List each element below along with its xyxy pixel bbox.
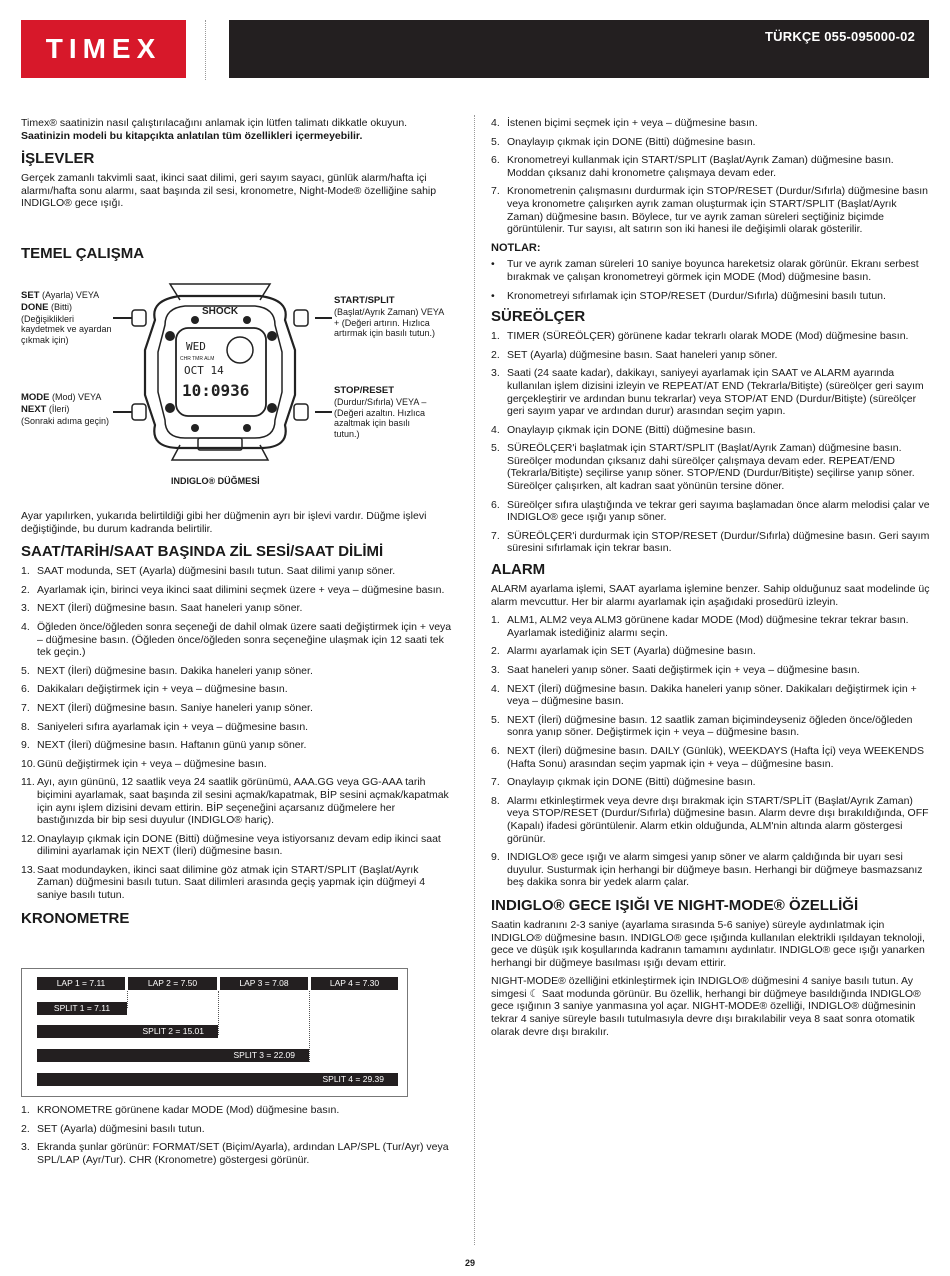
- step-text: Saati (24 saate kadar), dakikayı, saniyeyi ayarlamak için SAAT ve ALARM ayarında kullanılan işlem dizisini izleyin ve REPEAT/AT END (Tekrarla/Bitişte) (süreölçer geri sayım gerçekleştirir ve ardından bunu tekrarlar) veya STOP/AT END (Durdur/Bitişte) (süreölçer geri sayım yapar ve ardından durur) arasından seçim yapın.: [507, 367, 924, 418]
- step-text: Kronometreyi kullanmak için START/SPLIT (Başlat/Ayrık Zaman) düğmesine basın. Moddan çıksanız dahi kronometre çalışmaya devam eder.: [507, 154, 894, 179]
- step-number: 3.: [21, 602, 30, 615]
- step-text: ALM1, ALM2 veya ALM3 görünene kadar MODE (Mod) düğmesine tekrar tekrar basın. Ayarlamak istediğiniz alarmı seçin.: [507, 614, 909, 639]
- watch-brand: SHOCK: [201, 306, 239, 317]
- step-number: 7.: [21, 701, 30, 714]
- step-number: 1.: [21, 1104, 30, 1116]
- stud-7: [191, 424, 199, 432]
- step-text: NEXT (İleri) düğmesine basın. 12 saatlik zaman biçimindeyseniz öğleden önce/öğleden sonra yanıp söner. Değiştirmek için + veya – düğmesine basın.: [507, 713, 913, 739]
- saat-steps: [21, 565, 455, 901]
- krono-step: [21, 1104, 455, 1117]
- split-1-bar: SPLIT 1 = 7.11: [37, 1002, 127, 1015]
- step-number: 4.: [491, 117, 500, 129]
- bullet-icon: •: [491, 289, 495, 302]
- label-stop-reset: STOP/RESET (Durdur/Sıfırla) VEYA – (Değeri azaltın. Hızlıca azaltmak için basılı tutun.): [334, 385, 427, 440]
- subdial: [227, 337, 253, 363]
- step-number: 2.: [491, 645, 500, 658]
- step-number: 7.: [491, 185, 500, 198]
- step-number: 6.: [21, 683, 30, 696]
- lcd-date: OCT 14: [184, 364, 224, 377]
- label-mode-next: MODE (Mod) VEYA NEXT (İleri) (Sonraki adıma geçin): [21, 392, 110, 426]
- step-number: 3.: [21, 1141, 30, 1154]
- lap-2-bar: LAP 2 = 7.50: [128, 977, 217, 990]
- left-column-top: [21, 117, 455, 216]
- notes-list: [491, 258, 930, 302]
- step-number: 6.: [491, 154, 500, 167]
- step-text: Öğleden önce/öğleden sonra seçeneği de dahil olmak üzere saati değiştirmek için + veya – düğmesine basın. (Öğleden önce/öğleden sonra seçeneğine ulaşmak için 12 saati tek tek geçin.): [37, 620, 452, 659]
- start-button: [294, 310, 308, 326]
- label-start-split: START/SPLIT (Başlat/Ayrık Zaman) VEYA + (Değeri artırın. Hızlıca artırmak için basılı tutun.): [334, 295, 444, 339]
- alarm-step: [491, 851, 930, 889]
- step-text: Günü değiştirmek için + veya – düğmesine basın.: [37, 757, 267, 770]
- stud-2: [165, 403, 175, 413]
- label-indiglo-button: INDIGLO® DÜĞMESİ: [171, 476, 260, 486]
- lap-4-bar: LAP 4 = 7.30: [311, 977, 398, 990]
- step-text: SAAT modunda, SET (Ayarla) düğmesini basılı tutun. Saat dilimi yanıp söner.: [37, 565, 396, 578]
- set-button: [132, 310, 146, 326]
- note-text: Tur ve ayrık zaman süreleri 10 saniye boyunca hareketsiz olarak görünür. Ekranı serbest bırakmak ve çalışan kronometreyi görmek için MODE (Mod) düğmesine basın.: [507, 258, 919, 283]
- saat-step: [21, 584, 455, 597]
- lap-3-marker: [309, 991, 310, 1062]
- alarm-step: [491, 614, 930, 639]
- sureolcer-step: [491, 349, 930, 362]
- alarm-step: [491, 664, 930, 677]
- step-number: 3.: [491, 664, 500, 676]
- timex-logo: [21, 20, 186, 78]
- step-number: 1.: [21, 565, 30, 578]
- alarm-step: [491, 745, 930, 770]
- stud-4: [267, 403, 277, 413]
- step-text: İstenen biçimi seçmek için + veya – düğmesine basın.: [507, 117, 758, 129]
- step-number: 5.: [21, 664, 30, 677]
- krono-step: [491, 117, 930, 130]
- sureolcer-step: [491, 499, 930, 524]
- saat-step: [21, 683, 455, 696]
- ayar-note: Ayar yapılırken, yukarıda belirtildiği gibi her düğmenin ayrı bir işlevi vardır. Düğme işlevi değiştiğinde, bu durum kadranda belirtilir.: [21, 510, 427, 535]
- step-text: Ayı, ayın gününü, 12 saatlik veya 24 saatlik görünümü, AAA.GG veya GG-AAA tarih biçimini ayarlamak, saat başında zil sesini açmak/kapatmak, BİP sesini açmak/kapatmak için aynı işlem dizisini devam ettirin. BİP seçeneğini açarsanız düğmelere her bastığınızda bir bip sesi duyulur (INDIGLO® hariç).: [37, 776, 449, 827]
- stud-8: [243, 424, 251, 432]
- alarm-title: ALARM: [491, 561, 546, 579]
- krono-steps-continued: [491, 117, 930, 236]
- saat-step: [21, 864, 455, 902]
- sureolcer-steps: [491, 330, 930, 555]
- sureolcer-step: [491, 367, 930, 417]
- step-text: NEXT (İleri) düğmesine basın. Dakika haneleri yanıp söner. Dakikaları değiştirmek için + veya – düğmesine basın.: [507, 682, 917, 708]
- step-text: Onaylayıp çıkmak için DONE (Bitti) düğmesine basın.: [507, 423, 756, 436]
- krono-step: [21, 1123, 455, 1136]
- stud-6: [243, 316, 251, 324]
- step-number: 4.: [491, 423, 500, 436]
- sureolcer-step: [491, 330, 930, 343]
- temel-section: [21, 245, 455, 267]
- lap-1-bar: LAP 1 = 7.11: [37, 977, 125, 990]
- lap-1-marker: [127, 991, 128, 1008]
- alarm-step: [491, 683, 930, 708]
- saat-step: [21, 721, 455, 734]
- islevler-text: Gerçek zamanlı takvimli saat, ikinci saat dilimi, geri sayım sayacı, günlük alarm/hafta içi alarmı/hafta sonu alarmı, saat başında zil sesi, kronometre, Night-Mode® özelliğine sahip INDIGLO® gece ışığı.: [21, 172, 437, 210]
- step-text: Ayarlamak için, birinci veya ikinci saat dilimini seçmek üzere + veya – düğmesine basın.: [37, 583, 445, 596]
- lap-split-diagram: [21, 968, 408, 1097]
- indiglo-p2: NIGHT-MODE® özelliğini etkinleştirmek için INDIGLO® düğmesini 4 saniye basılı tutun. Ay simgesi ☾ Saat modunda görünür. Bu özellik, herhangi bir düğmeye basıldığında INDIGLO® gece ışığının 3 saniye yanmasına yol açar. NIGHT-MODE® özelliği, INDIGLO® düğmesinin tekrar 4 saniye süreyle basılı tutulmasıyla devre dışı bırakılabilir veya 8 saat sonra otomatik olarak devre dışı bırakılır.: [491, 975, 921, 1038]
- step-text: INDIGLO® gece ışığı ve alarm simgesi yanıp söner ve alarm çaldığında bir uyarı sesi duyulur. Susturmak için herhangi bir düğmeye basın. Herhangi bir düğmeye basmazsanız beş dakika sonra bir yedek alarm çalar.: [507, 851, 923, 889]
- sureolcer-step: [491, 442, 930, 492]
- step-text: NEXT (İleri) düğmesine basın. Dakika haneleri yanıp söner.: [37, 664, 313, 677]
- lap-3-bar: LAP 3 = 7.08: [220, 977, 308, 990]
- alarm-steps: [491, 614, 930, 889]
- note-item: [491, 290, 930, 303]
- saat-step: [21, 833, 455, 858]
- alarm-step: [491, 795, 930, 845]
- saat-step: [21, 758, 455, 771]
- stud-3: [267, 331, 277, 341]
- label-set-done: SET (Ayarla) VEYA DONE (Bitti) (Değişiklikleri kaydetmek ve ayardan çıkmak için): [21, 290, 112, 346]
- islevler-title: İŞLEVLER: [21, 150, 95, 168]
- sureolcer-step: [491, 424, 930, 437]
- stud-1: [165, 331, 175, 341]
- bullet-icon: •: [491, 258, 495, 271]
- page-number: 29: [465, 1258, 476, 1268]
- indiglo-title: INDIGLO® GECE IŞIĞI VE NIGHT-MODE® ÖZELLİĞİ: [491, 896, 859, 914]
- step-number: 2.: [21, 583, 30, 596]
- lcd-mode-labels: CHR TMR ALM: [180, 356, 215, 362]
- step-text: NEXT (İleri) düğmesine basın. Haftanın günü yanıp söner.: [37, 739, 307, 752]
- right-column: [491, 117, 930, 1044]
- krono-title: KRONOMETRE: [21, 909, 130, 927]
- left-column-main: [21, 510, 455, 932]
- step-number: 7.: [491, 529, 500, 542]
- step-number: 2.: [21, 1122, 30, 1135]
- step-text: Saat modundayken, ikinci saat dilimine göz atmak için START/SPLIT (Başlat/Ayrık Zaman) düğmesini basılı tutun. Saat dilimleri arasında geçiş yapmak için düğmeyi 4 saniye basılı tutun.: [37, 863, 426, 902]
- step-text: Onaylayıp çıkmak için DONE (Bitti) düğmesine basın.: [507, 135, 756, 148]
- step-text: Saat haneleri yanıp söner. Saati değiştirmek için + veya – düğmesine basın.: [507, 664, 860, 676]
- step-text: NEXT (İleri) düğmesine basın. Saat haneleri yanıp söner.: [37, 602, 303, 615]
- step-number: 9.: [21, 739, 30, 752]
- saat-step: [21, 702, 455, 715]
- alarm-intro: ALARM ayarlama işlemi, SAAT ayarlama işlemine benzer. Sahip olduğunuz saat modelinde üç alarm mevcuttur. Her bir alarmı ayarlamak için aşağıdaki prosedürü izleyin.: [491, 583, 930, 608]
- temel-title: TEMEL ÇALIŞMA: [21, 245, 145, 262]
- step-number: 8.: [491, 794, 500, 807]
- step-text: SET (Ayarla) düğmesine basın. Saat haneleri yanıp söner.: [507, 348, 778, 361]
- step-text: Onaylayıp çıkmak için DONE (Bitti) düğmesine veya istiyorsanız devam edip ikinci saat dilimini ayarlamak için NEXT (İleri) düğmesine basın.: [37, 832, 441, 858]
- step-text: Alarmı etkinleştirmek veya devre dışı bırakmak için START/SPLİT (Başlat/Ayrık Zaman) veya STOP/RESET (Durdur/Sıfırla) düğmesine basın. Alarm devre dışı bırakıldığında, OFF (Kapalı) ifadesi görüntülenir. Alarm etkin olduğunda, ALM'nin altında alarm göstergesi görünür.: [507, 794, 929, 845]
- logo-text: TIMEX: [45, 33, 162, 64]
- step-text: Süreölçer sıfıra ulaştığında ve tekrar geri sayıma başlamadan önce alarm melodisi çalar ve INDIGLO® gece ışığı yanıp söner.: [507, 498, 930, 524]
- step-text: Alarmı ayarlamak için SET (Ayarla) düğmesine basın.: [507, 645, 756, 658]
- stop-button: [294, 404, 308, 420]
- note-item: [491, 258, 930, 283]
- header-divider: [205, 20, 206, 80]
- step-text: NEXT (İleri) düğmesine basın. Saniye haneleri yanıp söner.: [37, 701, 313, 714]
- saat-step: [21, 565, 455, 578]
- mode-button: [132, 404, 146, 420]
- intro-line: Timex® saatinizin nasıl çalıştırılacağını anlamak için lütfen talimatı dikkatle okuyun.: [21, 117, 408, 129]
- step-text: NEXT (İleri) düğmesine basın. DAILY (Günlük), WEEKDAYS (Hafta İçi) veya WEEKENDS (Hafta Sonu) arasından seçim yapmak için + veya – düğmesine basın.: [507, 744, 925, 770]
- step-number: 4.: [491, 682, 500, 695]
- saat-step: [21, 739, 455, 752]
- step-number: 5.: [491, 713, 500, 726]
- krono-step: [21, 1141, 455, 1166]
- krono-steps: [21, 1104, 455, 1166]
- column-divider: [474, 115, 475, 1245]
- step-number: 3.: [491, 367, 500, 380]
- saat-step: [21, 602, 455, 615]
- watch-lug-top: [170, 284, 270, 300]
- step-number: 7.: [491, 776, 500, 789]
- step-text: Saniyeleri sıfıra ayarlamak için + veya – düğmesine basın.: [37, 720, 309, 733]
- step-number: 5.: [491, 135, 500, 148]
- step-text: SÜREÖLÇER'i durdurmak için STOP/RESET (Durdur/Sıfırla) düğmesine basın. Geri sayım süresini sıfırlamak için tekrar basın.: [507, 529, 930, 555]
- step-number: 1.: [491, 330, 500, 343]
- step-text: TIMER (SÜREÖLÇER) görünene kadar tekrarlı olarak MODE (Mod) düğmesine basın.: [507, 330, 909, 343]
- split-3-bar: SPLIT 3 = 22.09: [37, 1049, 309, 1062]
- step-text: Ekranda şunlar görünür: FORMAT/SET (Biçim/Ayarla), ardından LAP/SPL (Tur/Ayr) veya SPL/LAP (Ayr/Tur). CHR (Kronometre) göstergesi görünür.: [37, 1141, 449, 1166]
- step-text: Dakikaları değiştirmek için + veya – düğmesine basın.: [37, 683, 288, 696]
- alarm-step: [491, 645, 930, 658]
- stud-5: [191, 316, 199, 324]
- lap-2-marker: [218, 991, 219, 1035]
- step-text: KRONOMETRE görünene kadar MODE (Mod) düğmesine basın.: [37, 1104, 340, 1116]
- krono-step: [491, 154, 930, 179]
- alarm-step: [491, 714, 930, 739]
- sureolcer-title: SÜREÖLÇER: [491, 308, 586, 326]
- document-code: TÜRKÇE 055-095000-02: [765, 29, 915, 44]
- krono-step: [491, 185, 930, 235]
- step-number: 11.: [21, 776, 35, 789]
- intro-note: Saatinizin modeli bu kitapçıkta anlatılan tüm özellikleri içermeyebilir.: [21, 129, 363, 142]
- indiglo-p1: Saatin kadranını 2-3 saniye (ayarlama sırasında 5-6 saniye) süreyle aydınlatmak için INDIGLO® düğmesine basın. INDIGLO® gece ışığında kullanılan elektrikli ışıldayan teknoloji, gece ve düşük ışık koşullarında kadranın tamamını aydınlatır. INDIGLO® gece ışığı yanarken herhangi bir düğmeye basılması ışığı devam ettirir.: [491, 918, 925, 969]
- saat-step: [21, 665, 455, 678]
- header-bar: [229, 20, 929, 78]
- krono-step: [491, 136, 930, 149]
- step-number: 9.: [491, 851, 500, 864]
- step-text: Onaylayıp çıkmak için DONE (Bitti) düğmesine basın.: [507, 776, 756, 789]
- step-text: SÜREÖLÇER'i başlatmak için START/SPLIT (Başlat/Ayrık Zaman) düğmesine basın. Süreölçer modundan çıksanız dahi süreölçer çalışmaya devam eder. REPEAT/END (Tekrarla/Bitişte) seçilirse yanıp söner. STOP/END (Durdur/Bitişte) seçilirse yanıp söner. Süreölçer çalışırken, alt kadran saat yönünün tersine döner.: [507, 442, 915, 493]
- step-number: 6.: [491, 744, 500, 757]
- step-number: 1.: [491, 614, 500, 627]
- step-number: 6.: [491, 498, 500, 511]
- saat-title: SAAT/TARİH/SAAT BAŞINDA ZİL SESİ/SAAT DİLİMİ: [21, 543, 384, 561]
- watch-illustration: [110, 280, 340, 470]
- step-text: SET (Ayarla) düğmesini basılı tutun.: [37, 1122, 205, 1135]
- lcd-day: WED: [186, 340, 206, 353]
- note-text: Kronometreyi sıfırlamak için STOP/RESET (Durdur/Sıfırla) düğmesini basılı tutun.: [507, 289, 886, 302]
- saat-step: [21, 776, 455, 826]
- step-number: 5.: [491, 442, 500, 455]
- lcd-time: 10:0936: [182, 381, 250, 400]
- step-text: Kronometrenin çalışmasını durdurmak için STOP/RESET (Durdur/Sıfırla) düğmesine basın veya kronometre çalışırken ayrık zaman oluşturmak için START/SPLIT (Başlat/Ayrık Zaman) düğmesine basın. Böylece, tur ve ayrık zaman süreleri seçtiğiniz biçimde görüntülenir. Tur sayısı, alt satırın son iki hanesi ile değişimli olarak gösterilir.: [507, 185, 928, 236]
- step-number: 4.: [21, 620, 30, 633]
- sureolcer-step: [491, 530, 930, 555]
- split-2-bar: SPLIT 2 = 15.01: [37, 1025, 218, 1038]
- split-4-bar: SPLIT 4 = 29.39: [37, 1073, 398, 1086]
- step-number: 8.: [21, 720, 30, 733]
- alarm-step: [491, 776, 930, 789]
- step-number: 10.: [21, 757, 36, 770]
- saat-step: [21, 621, 455, 659]
- notlar-title: NOTLAR:: [491, 241, 541, 254]
- step-number: 13.: [21, 863, 36, 876]
- step-number: 2.: [491, 348, 500, 361]
- left-column-bottom: [21, 1104, 455, 1172]
- step-number: 12.: [21, 832, 36, 845]
